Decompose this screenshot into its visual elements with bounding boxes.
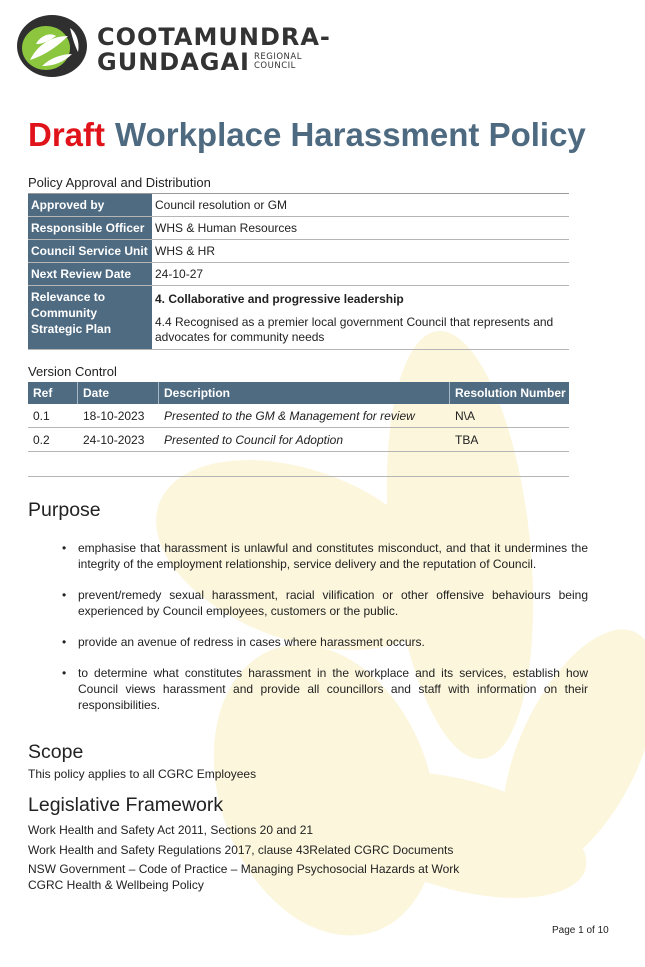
table-row [28, 263, 569, 286]
council-wordmark [97, 25, 331, 74]
draft-label: Draft [28, 116, 106, 153]
legislative-heading: Legislative Framework [28, 794, 224, 816]
scope-text: This policy applies to all CGRC Employees [28, 767, 257, 781]
list-item: • provide an avenue of redress in cases where harassment occurs. [62, 635, 425, 649]
council-logo-icon [16, 14, 88, 78]
wordmark-line2: GUNDAGAI [97, 48, 250, 76]
column-header: Description [159, 382, 450, 404]
row-key: Approved by [28, 194, 152, 216]
column-header: Date [78, 382, 159, 404]
legislation-line: NSW Government – Code of Practice – Managing Psychosocial Hazards at Work [28, 862, 460, 876]
purpose-list [62, 540, 588, 728]
row-value: WHS & Human Resources [155, 221, 298, 235]
cell-resolution: N\A [455, 408, 476, 423]
row-value: Council resolution or GM [155, 198, 288, 212]
row-key: Responsible Officer [28, 217, 152, 239]
cell-description: Presented to Council for Adoption [164, 432, 343, 447]
cell-ref: 0.2 [33, 432, 50, 447]
list-item: • prevent/remedy sexual harassment, racial vilification or other offensive behaviours being experienced by Council employees, customers or the public. [62, 588, 588, 618]
cell-description: Presented to the GM & Management for review [164, 408, 415, 423]
row-key: Council Service Unit [28, 240, 152, 262]
legislation-line: CGRC Health & Wellbeing Policy [28, 878, 204, 892]
table-row [28, 428, 569, 452]
legislation-line: Work Health and Safety Act 2011, Sections 20 and 21 [28, 823, 314, 837]
list-item: • emphasise that harassment is unlawful and constitutes misconduct, and that it undermines the integrity of the employment relationship, service delivery and the reputation of Council. [62, 541, 588, 571]
table-row [28, 286, 569, 350]
legislation-line: Work Health and Safety Regulations 2017, clause 43Related CGRC Documents [28, 843, 454, 857]
row-key: Relevance to Community Strategic Plan [28, 286, 152, 349]
table-row [28, 404, 569, 428]
version-table [28, 382, 569, 477]
cell-ref: 0.1 [33, 408, 50, 423]
row-key: Next Review Date [28, 263, 152, 285]
table-row [28, 194, 569, 217]
row-value: WHS & HR [155, 244, 215, 258]
scope-heading: Scope [28, 741, 84, 763]
strategic-objective: 4.4 Recognised as a premier local government Council that represents and advocates for community needs [155, 315, 554, 344]
table-row [28, 240, 569, 263]
strategic-goal: 4. Collaborative and progressive leadership [155, 292, 404, 306]
cell-date: 18-10-2023 [83, 408, 145, 423]
row-value: 24-10-27 [155, 267, 204, 281]
wordmark-line1: COOTAMUNDRA- [97, 23, 331, 51]
approval-heading: Policy Approval and Distribution [28, 175, 211, 190]
table-row-empty [28, 452, 569, 477]
column-header: Ref [28, 382, 78, 404]
wordmark-small: REGIONAL COUNCIL [253, 52, 302, 71]
policy-title: Workplace Harassment Policy [115, 116, 586, 153]
approval-table [28, 193, 569, 350]
table-row [28, 217, 569, 240]
column-header: Resolution Number [455, 386, 566, 400]
page-title [28, 116, 586, 154]
row-value [152, 286, 569, 349]
table-header [28, 382, 569, 404]
cell-resolution: TBA [455, 432, 479, 447]
purpose-heading: Purpose [28, 499, 101, 521]
list-item: • to determine what constitutes harassment in the workplace and its services, establish how Council views harassment and provide all councillors and staff with information on their responsibilities. [62, 666, 588, 712]
cell-date: 24-10-2023 [83, 432, 145, 447]
version-heading: Version Control [28, 364, 117, 379]
page-number: Page 1 of 10 [552, 925, 609, 936]
